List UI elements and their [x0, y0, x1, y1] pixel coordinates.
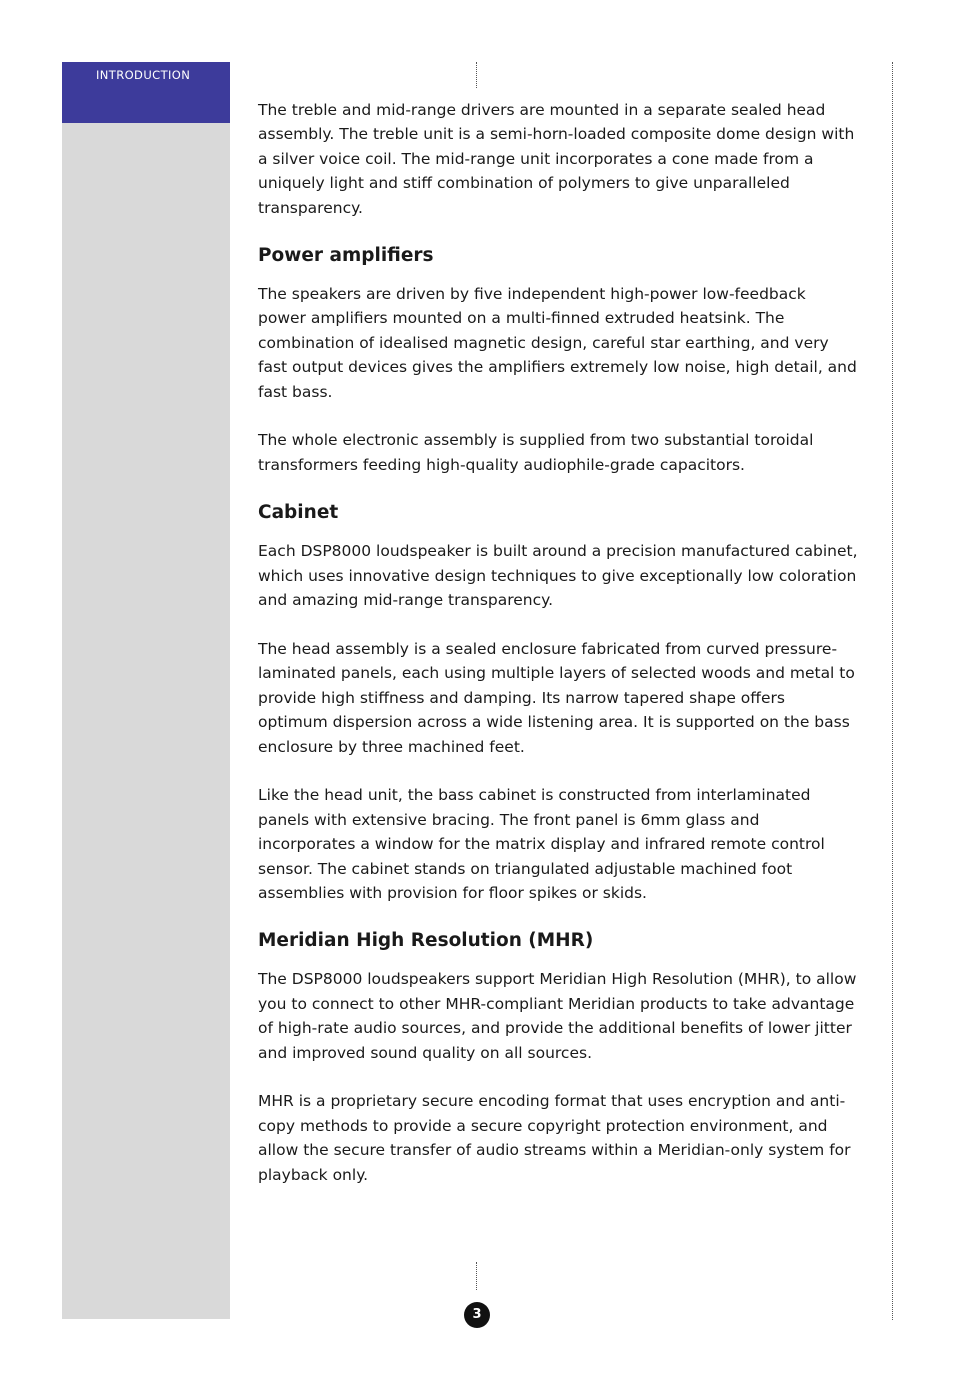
paragraph: Each DSP8000 loudspeaker is built around a precision manufactured cabinet, which uses innovative design techniques to give exceptionally low coloration and amazing mid-range transparency.	[258, 542, 858, 610]
paragraph: MHR is a proprietary secure encoding format that uses encryption and anti-copy methods to provide a secure copyright protection environment, and allow the secure transfer of audio streams within a Meridian-only system for playback only.	[258, 1092, 851, 1184]
bottom-dotted-rule	[476, 1262, 477, 1290]
sidebar-panel	[62, 62, 230, 1319]
section-tab	[62, 62, 230, 123]
intro-paragraph: The treble and mid-range drivers are mounted in a separate sealed head assembly. The treble unit is a semi-horn-loaded composite dome design with a silver voice coil. The mid-range unit incorporates a cone made from a uniquely light and stiff combination of polymers to give unparalleled transparency.	[258, 101, 855, 217]
paragraph: The whole electronic assembly is supplied from two substantial toroidal transformers feeding high-quality audiophile-grade capacitors.	[258, 431, 814, 474]
right-dotted-rule	[892, 62, 893, 1320]
top-dotted-rule	[476, 62, 477, 88]
paragraph: The speakers are driven by five independent high-power low-feedback power amplifiers mounted on a multi-finned extruded heatsink. The combination of idealised magnetic design, careful star earthing, and very fast output devices gives the amplifiers extremely low noise, high detail, and fast bass.	[258, 285, 857, 401]
section-heading-cabinet: Cabinet	[258, 502, 339, 524]
paragraph: Like the head unit, the bass cabinet is constructed from interlaminated panels with extensive bracing. The front panel is 6mm glass and incorporates a window for the matrix display and infrared remote control sensor. The cabinet stands on triangulated adjustable machined foot assemblies with provision for floor spikes or skids.	[258, 786, 825, 902]
section-heading-power-amplifiers: Power amplifiers	[258, 245, 434, 267]
page-content	[258, 98, 858, 1187]
paragraph: The DSP8000 loudspeakers support Meridian High Resolution (MHR), to allow you to connect to other MHR-compliant Meridian products to take advantage of high-rate audio sources, and provide the additional benefits of lower jitter and improved sound quality on all sources.	[258, 970, 857, 1062]
section-heading-mhr: Meridian High Resolution (MHR)	[258, 930, 594, 952]
section-label: INTRODUCTION	[96, 68, 191, 82]
page-number-badge: 3	[464, 1302, 490, 1328]
paragraph: The head assembly is a sealed enclosure fabricated from curved pressure-laminated panels, each using multiple layers of selected woods and metal to provide high stiffness and damping. Its narrow tapered shape offers optimum dispersion across a wide listening area. It is supported on the bass enclosure by three machined feet.	[258, 639, 855, 756]
